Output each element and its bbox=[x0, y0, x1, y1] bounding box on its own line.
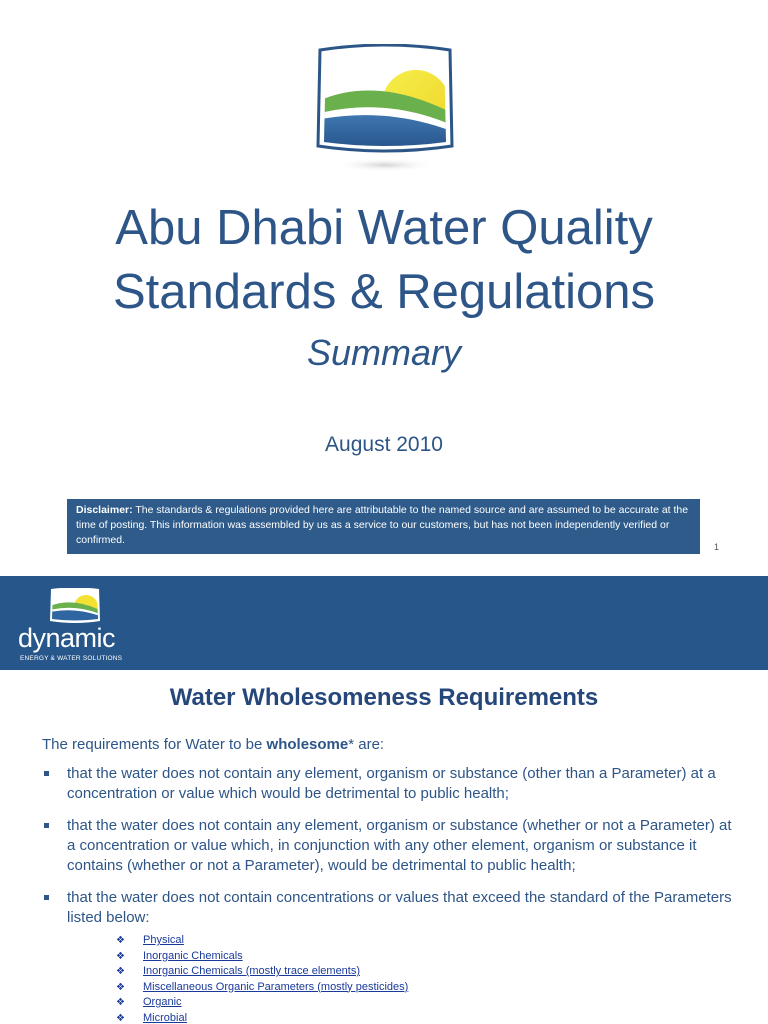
diamond-bullet-icon: ❖ bbox=[116, 935, 125, 946]
title-line-1: Abu Dhabi Water Quality bbox=[115, 201, 653, 255]
link-organic[interactable]: Organic bbox=[143, 996, 182, 1008]
intro-bold: wholesome bbox=[266, 736, 349, 753]
presentation-title bbox=[0, 196, 768, 324]
bullet-square-icon bbox=[44, 823, 49, 828]
link-microbial[interactable]: Microbial bbox=[143, 1011, 188, 1024]
link-inorganic-chemicals[interactable]: Inorganic Chemicals bbox=[143, 949, 243, 962]
list-item-text: that the water does not contain concentrations or values that exceed the standard of the Parameters listed below: bbox=[67, 889, 732, 926]
content-slide bbox=[0, 576, 768, 1024]
link-item bbox=[116, 1011, 408, 1024]
header-banner bbox=[0, 576, 768, 670]
presentation-date: August 2010 bbox=[325, 433, 443, 456]
brand-name: dynamic bbox=[18, 623, 116, 653]
logo-icon bbox=[316, 44, 454, 174]
requirements-list bbox=[42, 764, 742, 940]
diamond-bullet-icon: ❖ bbox=[116, 966, 125, 977]
intro-before: The requirements for Water to be bbox=[42, 736, 267, 753]
disclaimer-box bbox=[67, 499, 700, 554]
link-item bbox=[116, 964, 408, 980]
disclaimer-text: The standards & regulations provided here are attributable to the named source and are assumed to be accurate at the time of posting. This information was assembled by us as a service to our customers, but has not been independently verified or confirmed. bbox=[76, 504, 689, 546]
link-misc-organic[interactable]: Miscellaneous Organic Parameters (mostly pesticides) bbox=[143, 980, 409, 993]
brand-tagline: ENERGY & WATER SOLUTIONS bbox=[20, 655, 123, 662]
link-inorganic-trace[interactable]: Inorganic Chemicals (mostly trace elements) bbox=[143, 965, 361, 977]
list-item-text: that the water does not contain any element, organism or substance (other than a Parameter) at a concentration or value which would be detrimental to public health; bbox=[67, 765, 716, 802]
list-item bbox=[42, 764, 742, 804]
link-item bbox=[116, 933, 408, 949]
bullet-square-icon bbox=[44, 771, 49, 776]
list-item bbox=[42, 888, 742, 928]
bullet-square-icon bbox=[44, 895, 49, 900]
link-item bbox=[116, 980, 408, 996]
disclaimer-label: Disclaimer: bbox=[76, 504, 133, 516]
presentation-subtitle: Summary bbox=[306, 332, 462, 373]
intro-text bbox=[42, 736, 384, 753]
link-item bbox=[116, 995, 408, 1011]
diamond-bullet-icon: ❖ bbox=[116, 997, 125, 1008]
link-item bbox=[116, 949, 408, 965]
title-line-2: Standards & Regulations bbox=[112, 265, 656, 319]
list-item bbox=[42, 816, 742, 876]
brand-logo-icon bbox=[50, 588, 100, 624]
intro-after: * are: bbox=[348, 736, 385, 753]
slide-number: 1 bbox=[714, 542, 720, 552]
diamond-bullet-icon: ❖ bbox=[116, 950, 125, 962]
list-item-text: that the water does not contain any element, organism or substance (whether or not a Parameter) at a concentration or value which, in conjunction with any other element, organism or substance it contains (whether or not a Parameter), would be detrimental to public health; bbox=[67, 817, 732, 874]
parameter-links bbox=[116, 933, 408, 1024]
diamond-bullet-icon: ❖ bbox=[116, 1012, 125, 1024]
slide-heading: Water Wholesomeness Requirements bbox=[169, 684, 599, 711]
link-physical[interactable]: Physical bbox=[143, 934, 184, 946]
diamond-bullet-icon: ❖ bbox=[116, 981, 125, 993]
